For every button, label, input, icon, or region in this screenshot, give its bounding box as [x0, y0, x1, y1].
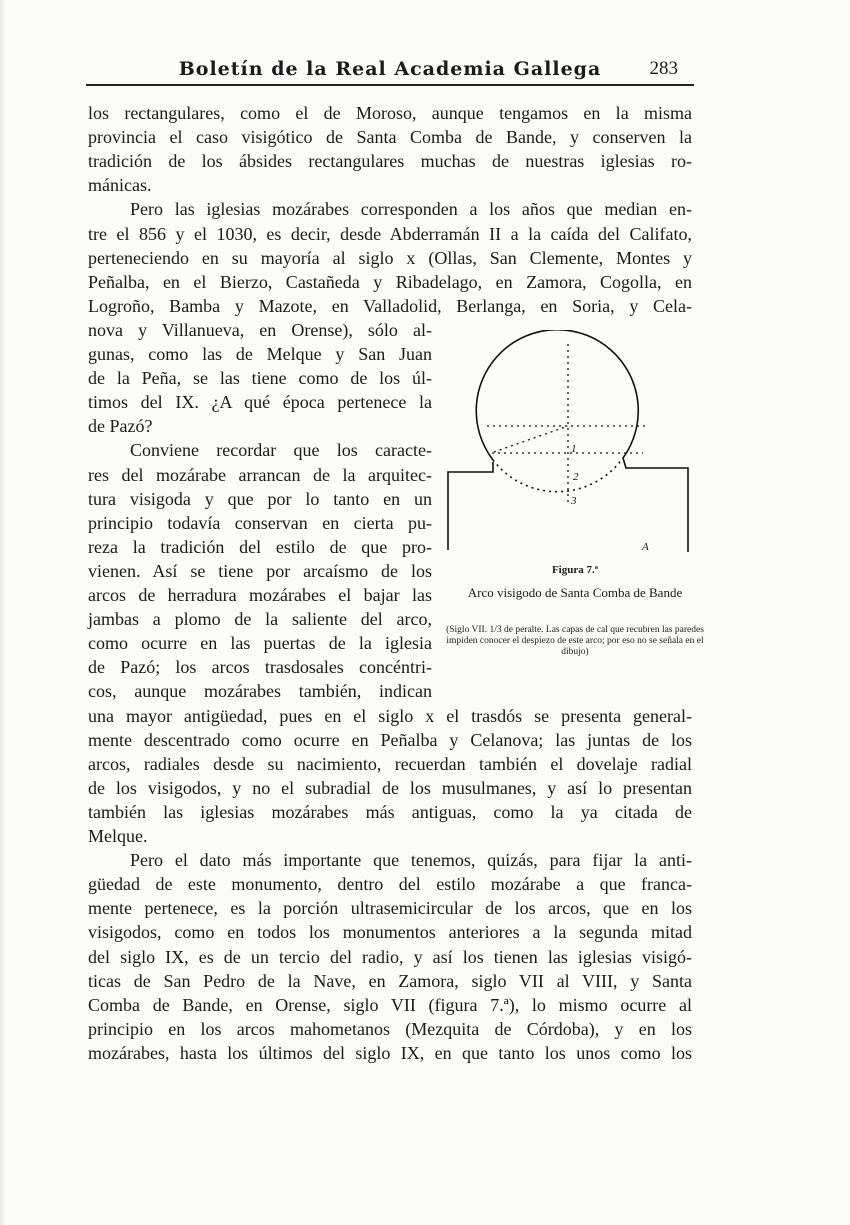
text-line: mozárabes, hasta los últimos del siglo IX, en que tanto los unos como los — [88, 1042, 692, 1063]
text-line: Pero las iglesias mozárabes corresponden a los años que median en- — [130, 199, 692, 220]
text-line: de Pazó? — [88, 416, 153, 437]
text-line: mente descentrado como ocurre en Peñalba y Celanova; las juntas de los — [88, 729, 692, 750]
radius-line — [494, 426, 568, 452]
text-line: nova y Villanueva, en Orense), sólo al- — [88, 319, 432, 340]
text-line: como ocurre en las puertas de la iglesia — [88, 633, 432, 654]
text-line: de Pazó; los arcos trasdosales concéntri- — [88, 657, 432, 678]
label-2: 2 — [573, 471, 579, 483]
text-line: arcos de herradura mozárabes el bajar las — [88, 585, 432, 605]
text-line: tre el 856 y el 1030, es decir, desde Abderramán II a la caída del Califato, — [88, 223, 692, 244]
text-line: ticas de San Pedro de la Nave, en Zamora, siglo VII al VIII, y Santa — [88, 970, 692, 991]
arch-diagram — [440, 330, 710, 560]
text-line: Conviene recordar que los caracte- — [130, 440, 432, 461]
left-jamb — [448, 462, 493, 550]
text-line: güedad de este monumento, dentro del estilo mozárabe a que franca- — [88, 874, 692, 895]
arch-outline — [476, 330, 638, 460]
text-line: tura visigoda y que por lo tanto en un — [88, 488, 432, 509]
text-line: vienen. Así se tiene por arcaísmo de los — [88, 560, 432, 581]
text-line: visigodos, como en todos los monumentos anteriores a la segunda mitad — [88, 922, 692, 943]
page-edge — [0, 0, 6, 1225]
label-a: A — [642, 541, 649, 553]
arch-dotted-lower — [493, 458, 623, 492]
header-rule — [86, 84, 694, 86]
figure-number: Figura 7.ª — [551, 564, 599, 576]
text-line: principio todavía conservan en cierta pu- — [88, 512, 432, 533]
text-line: principio en los arcos mahometanos (Mezquita de Córdoba), y en los — [88, 1018, 692, 1039]
label-1: 1 — [571, 443, 577, 455]
text-line: mente pertenece, es la porción ultrasemicircular de los arcos, que en los — [88, 898, 692, 919]
journal-title: Boletín de la Real Academia Gallega — [178, 58, 602, 80]
running-header — [88, 56, 692, 82]
text-line: tradición de los ábsides rectangulares muchas de nuestras iglesias ro- — [88, 151, 692, 172]
figure-title: Arco visigodo de Santa Comba de Bande — [467, 585, 683, 600]
text-line: mánicas. — [88, 175, 152, 196]
text-line: los rectangulares, como el de Moroso, aunque tengamos en la misma — [88, 103, 692, 123]
text-line: arcos, radiales desde su nacimiento, recuerdan también el dovelaje radial — [88, 753, 692, 774]
text-line: timos del IX. ¿A qué época pertenece la — [88, 392, 432, 413]
right-jamb — [623, 458, 688, 552]
text-line: jambas a plomo de la saliente del arco, — [88, 609, 432, 630]
figure-7 — [440, 330, 710, 690]
text-line: res del mozárabe arrancan de la arquitec- — [88, 464, 432, 485]
figure-note: (Siglo VII. 1/3 de peralte. Las capas de cal que recubren las paredes impiden conocer el despiezo de este arco; por eso no se señala en el dibujo) — [446, 625, 704, 657]
label-3: 3 — [571, 495, 577, 507]
text-line: Logroño, Bamba y Mazote, en Valladolid, Berlanga, en Soria, y Cela- — [88, 295, 692, 316]
text-line: Pero el dato más importante que tenemos, quizás, para fijar la anti- — [130, 850, 692, 871]
text-line: Comba de Bande, en Orense, siglo VII (figura 7.ª), lo mismo ocurre al — [88, 994, 692, 1015]
text-line: del siglo IX, es de un tercio del radio, y así los tienen las iglesias visigó- — [88, 946, 692, 967]
text-line: Peñalba, en el Bierzo, Castañeda y Ribadelago, en Zamora, Cogolla, en — [88, 271, 692, 292]
text-line: provincia el caso visigótico de Santa Comba de Bande, y conserven la — [88, 127, 692, 148]
text-line: perteneciendo en su mayoría al siglo x (Ollas, San Clemente, Montes y — [88, 247, 692, 268]
text-line: reza la tradición del estilo de que pro- — [88, 536, 432, 557]
text-line: Melque. — [88, 826, 148, 846]
text-line: una mayor antigüedad, pues en el siglo x el trasdós se presenta general- — [88, 705, 692, 726]
text-line: de los visigodos, y no el subradial de los musulmanes, y así lo presentan — [88, 777, 692, 798]
text-line: de la Peña, se las tiene como de los úl- — [88, 368, 432, 389]
text-line: también las iglesias mozárabes más antiguas, como la ya citada de — [88, 801, 692, 822]
text-line: gunas, como las de Melque y San Juan — [88, 344, 432, 364]
text-line: cos, aunque mozárabes también, indican — [88, 681, 432, 702]
page-number: 283 — [649, 58, 678, 79]
